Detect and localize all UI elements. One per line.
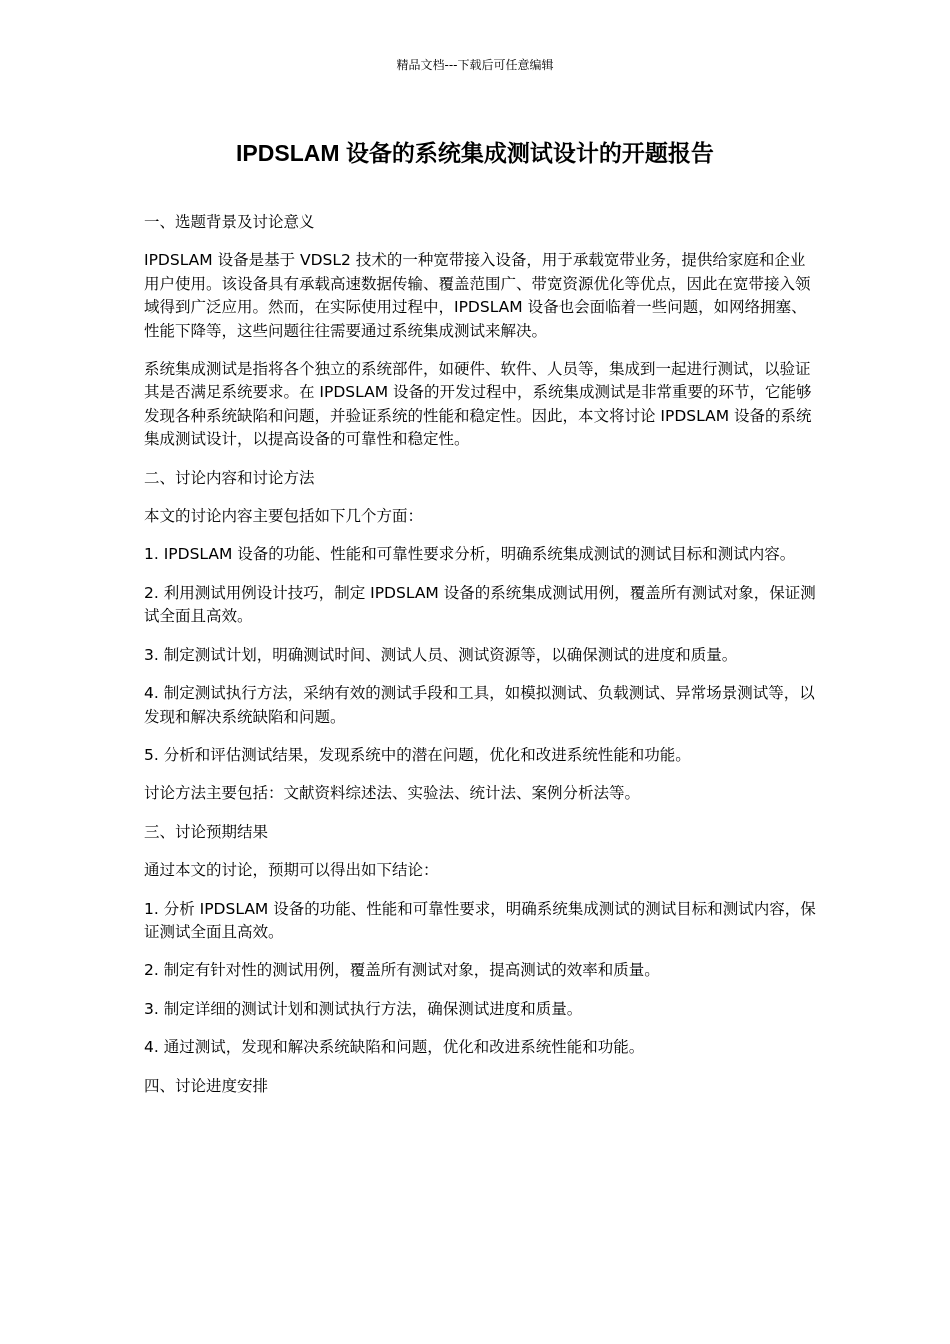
list-item-result-2: 2. 制定有针对性的测试用例，覆盖所有测试对象，提高测试的效率和质量。 xyxy=(144,961,660,980)
list-item-result-4: 4. 通过测试，发现和解决系统缺陷和问题，优化和改进系统性能和功能。 xyxy=(144,1038,645,1057)
list-item-result-1: 1. 分析 IPDSLAM 设备的功能、性能和可靠性要求，明确系统集成测试的测试目标和测试内容，保证测试全面且高效。 xyxy=(144,899,816,941)
paragraph-methods: 讨论方法主要包括：文献资料综述法、实验法、统计法、案例分析法等。 xyxy=(144,784,641,803)
section-heading-expected-results: 三、讨论预期结果 xyxy=(144,822,269,841)
paragraph-background-2: 系统集成测试是指将各个独立的系统部件，如硬件、软件、人员等，集成到一起进行测试，以验证其是否满足系统要求。在 IPDSLAM 设备的开发过程中，系统集成测试是非常重要的环节，它能够发现各种系统缺陷和问题，并验证系统的性能和稳定性。因此，本文将讨论 IPDSLAM 设备的系统集成测试设计，以提高设备的可靠性和稳定性。 xyxy=(144,360,812,449)
section-heading-schedule: 四、讨论进度安排 xyxy=(144,1076,269,1095)
list-item-content-2: 2. 利用测试用例设计技巧，制定 IPDSLAM 设备的系统集成测试用例，覆盖所有测试对象，保证测试全面且高效。 xyxy=(144,583,816,626)
paragraph-background-1: IPDSLAM 设备是基于 VDSL2 技术的一种宽带接入设备，用于承载宽带业务，提供给家庭和企业用户使用。该设备具有承载高速数据传输、覆盖范围广、带宽资源优化等优点，因此在宽带接入领域得到广泛应用。然而，在实际使用过程中，IPDSLAM 设备也会面临着一些问题，如网络拥塞、性能下降等，这些问题往往需要通过系统集成测试来解决。 xyxy=(144,251,811,340)
list-item-content-1: 1. IPDSLAM 设备的功能、性能和可靠性要求分析，明确系统集成测试的测试目标和测试内容。 xyxy=(144,545,796,564)
list-item-result-3: 3. 制定详细的测试计划和测试执行方法，确保测试进度和质量。 xyxy=(144,999,583,1018)
section-heading-content-methods: 二、讨论内容和讨论方法 xyxy=(144,468,315,487)
paragraph-content-intro: 本文的讨论内容主要包括如下几个方面： xyxy=(144,507,424,526)
page-header: 精品文档---下载后可任意编辑 xyxy=(396,58,554,72)
document-body xyxy=(144,211,816,1113)
paragraph-results-intro: 通过本文的讨论，预期可以得出如下结论： xyxy=(144,861,439,880)
document-title: IPDSLAM 设备的系统集成测试设计的开题报告 xyxy=(236,140,714,166)
list-item-content-4: 4. 制定测试执行方法，采纳有效的测试手段和工具，如模拟测试、负载测试、异常场景测试等，以发现和解决系统缺陷和问题。 xyxy=(144,684,815,726)
list-item-content-5: 5. 分析和评估测试结果，发现系统中的潜在问题，优化和改进系统性能和功能。 xyxy=(144,745,691,764)
section-heading-background: 一、选题背景及讨论意义 xyxy=(144,213,315,231)
list-item-content-3: 3. 制定测试计划，明确测试时间、测试人员、测试资源等，以确保测试的进度和质量。 xyxy=(144,645,738,664)
